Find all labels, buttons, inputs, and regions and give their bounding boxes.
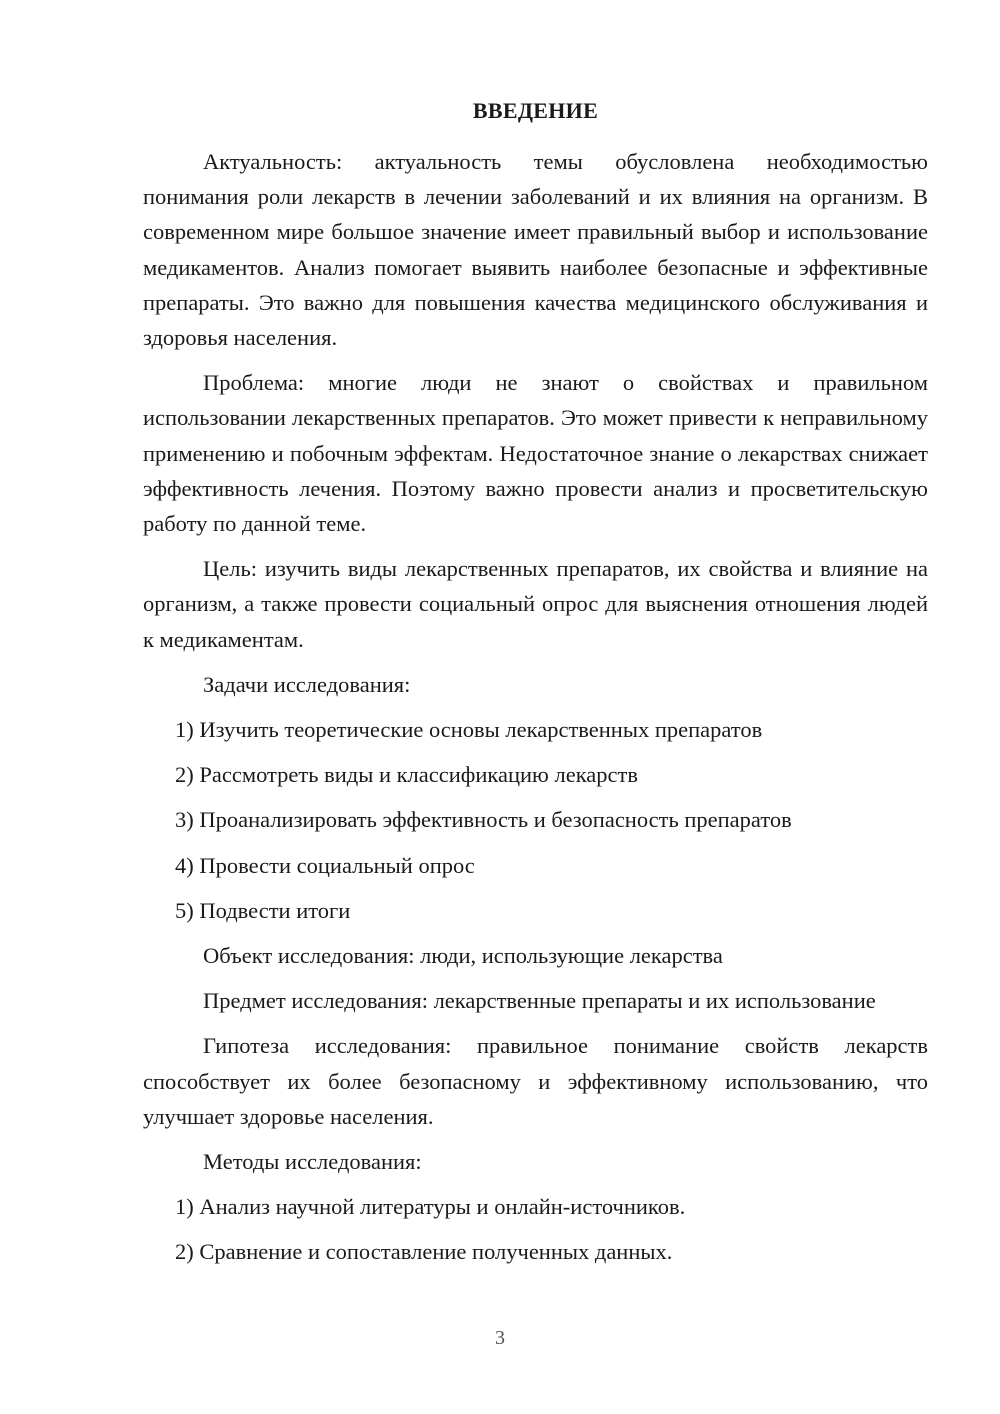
object-paragraph: Объект исследования: люди, использующие лекарства (203, 943, 723, 969)
method-item: 1) Анализ научной литературы и онлайн-источников. (175, 1194, 686, 1220)
task-item: 5) Подвести итоги (175, 897, 351, 923)
method-item: 2) Сравнение и сопоставление полученных данных. (175, 1239, 673, 1265)
task-item: 4) Провести социальный опрос (175, 852, 475, 878)
goal-paragraph: Цель: изучить виды лекарственных препаратов, их свойства и влияние на организм, а также провести социальный опрос для выяснения отношения людей к медикаментам. (143, 556, 928, 652)
relevance-paragraph: Актуальность: актуальность темы обусловлена необходимостью понимания роли лекарств в лечении заболеваний и их влияния на организм. В современном мире большое значение имеет правильный выбор и использование медикаментов. Анализ помогает выявить наиболее безопасные и эффективные препараты. Это важно для повышения качества медицинского обслуживания и здоровья населения. (143, 149, 928, 351)
tasks-heading: Задачи исследования: (203, 671, 411, 697)
section-title: ВВЕДЕНИЕ (472, 98, 599, 123)
task-item: 1) Изучить теоретические основы лекарственных препаратов (175, 717, 763, 743)
hypothesis-paragraph: Гипотеза исследования: правильное понимание свойств лекарств способствует их более безопасному и эффективному использованию, что улучшает здоровье населения. (143, 1033, 928, 1129)
page-number: 3 (495, 1327, 505, 1349)
document-page (143, 96, 928, 1280)
task-item: 2) Рассмотреть виды и классификацию лекарств (175, 762, 638, 788)
subject-paragraph: Предмет исследования: лекарственные препараты и их использование (203, 988, 876, 1014)
problem-paragraph: Проблема: многие люди не знают о свойствах и правильном использовании лекарственных препаратов. Это может привести к неправильному применению и побочным эффектам. Недостаточное знание о лекарствах снижает эффективность лечения. Поэтому важно провести анализ и просветительскую работу по данной теме. (143, 370, 928, 537)
methods-heading: Методы исследования: (203, 1149, 422, 1175)
task-item: 3) Проанализировать эффективность и безопасность препаратов (175, 807, 792, 833)
